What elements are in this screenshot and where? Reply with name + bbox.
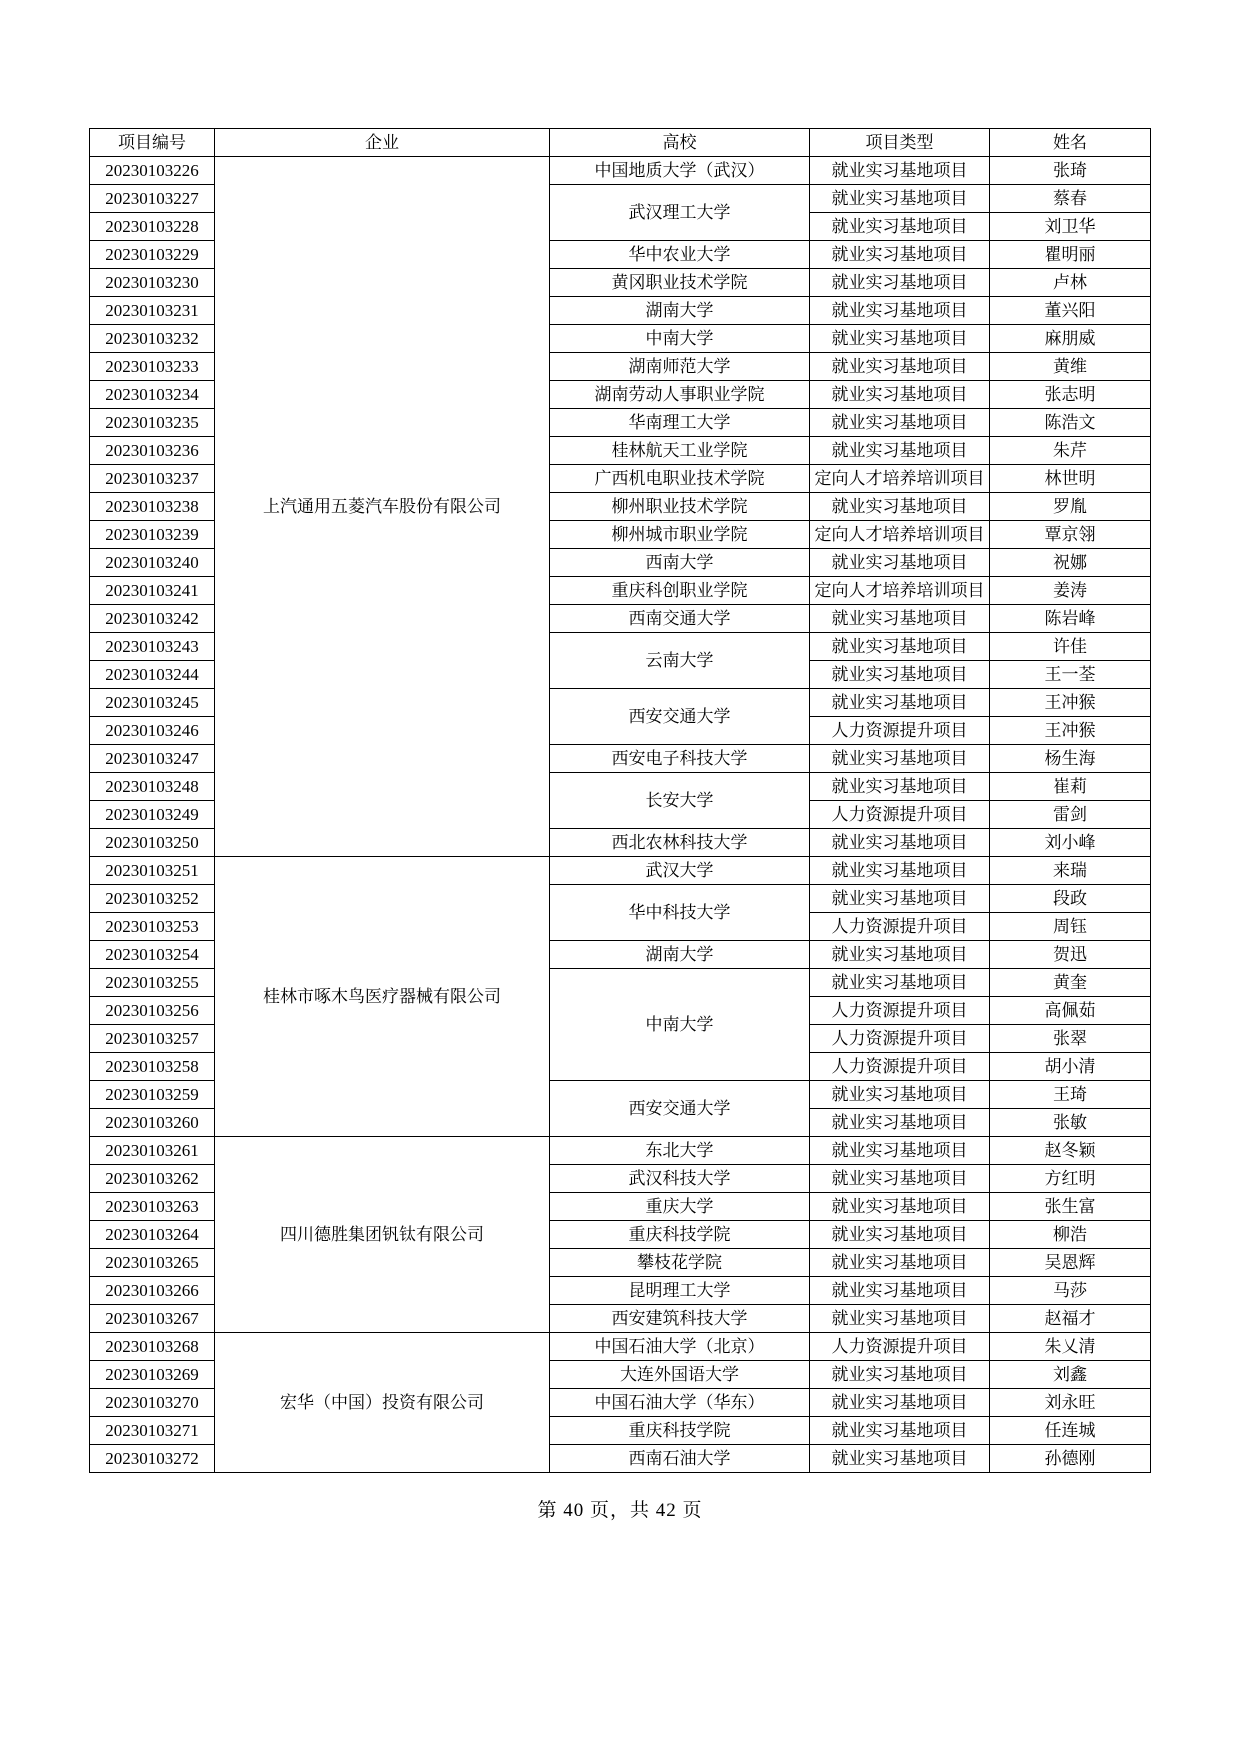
cell-university: 西安建筑科技大学	[550, 1305, 810, 1333]
cell-person-name: 王琦	[990, 1081, 1151, 1109]
cell-person-name: 董兴阳	[990, 297, 1151, 325]
cell-project-id: 20230103252	[90, 885, 215, 913]
cell-project-type: 就业实习基地项目	[810, 1389, 990, 1417]
cell-project-id: 20230103227	[90, 185, 215, 213]
cell-project-type: 就业实习基地项目	[810, 1165, 990, 1193]
cell-project-type: 就业实习基地项目	[810, 633, 990, 661]
cell-person-name: 柳浩	[990, 1221, 1151, 1249]
cell-university: 重庆科创职业学院	[550, 577, 810, 605]
cell-project-id: 20230103268	[90, 1333, 215, 1361]
cell-project-type: 就业实习基地项目	[810, 829, 990, 857]
column-header-enterprise: 企业	[215, 129, 550, 157]
cell-project-type: 定向人才培养培训项目	[810, 521, 990, 549]
cell-project-id: 20230103258	[90, 1053, 215, 1081]
cell-project-type: 就业实习基地项目	[810, 437, 990, 465]
cell-project-id: 20230103246	[90, 717, 215, 745]
cell-university: 华南理工大学	[550, 409, 810, 437]
cell-enterprise: 宏华（中国）投资有限公司	[215, 1333, 550, 1473]
cell-project-type: 就业实习基地项目	[810, 213, 990, 241]
cell-project-type: 就业实习基地项目	[810, 325, 990, 353]
cell-university: 广西机电职业技术学院	[550, 465, 810, 493]
cell-project-type: 就业实习基地项目	[810, 1221, 990, 1249]
table-header-row	[90, 129, 1151, 157]
cell-project-id: 20230103263	[90, 1193, 215, 1221]
cell-project-type: 人力资源提升项目	[810, 997, 990, 1025]
table-header	[90, 129, 1151, 157]
cell-university: 中国地质大学（武汉）	[550, 157, 810, 185]
cell-project-id: 20230103266	[90, 1277, 215, 1305]
cell-project-type: 定向人才培养培训项目	[810, 465, 990, 493]
cell-person-name: 杨生海	[990, 745, 1151, 773]
cell-project-type: 人力资源提升项目	[810, 1333, 990, 1361]
cell-person-name: 赵冬颖	[990, 1137, 1151, 1165]
cell-university: 西安电子科技大学	[550, 745, 810, 773]
cell-person-name: 陈浩文	[990, 409, 1151, 437]
cell-project-type: 就业实习基地项目	[810, 885, 990, 913]
cell-project-type: 就业实习基地项目	[810, 353, 990, 381]
cell-university: 武汉理工大学	[550, 185, 810, 241]
cell-project-type: 就业实习基地项目	[810, 1249, 990, 1277]
cell-person-name: 周钰	[990, 913, 1151, 941]
cell-person-name: 贺迅	[990, 941, 1151, 969]
cell-university: 攀枝花学院	[550, 1249, 810, 1277]
cell-university: 大连外国语大学	[550, 1361, 810, 1389]
cell-enterprise: 桂林市啄木鸟医疗器械有限公司	[215, 857, 550, 1137]
cell-project-id: 20230103240	[90, 549, 215, 577]
cell-project-type: 就业实习基地项目	[810, 185, 990, 213]
cell-person-name: 段政	[990, 885, 1151, 913]
cell-project-id: 20230103226	[90, 157, 215, 185]
cell-project-type: 就业实习基地项目	[810, 941, 990, 969]
cell-person-name: 张翠	[990, 1025, 1151, 1053]
cell-university: 中国石油大学（华东）	[550, 1389, 810, 1417]
cell-project-id: 20230103255	[90, 969, 215, 997]
table-row	[90, 1333, 1151, 1361]
cell-project-id: 20230103253	[90, 913, 215, 941]
cell-person-name: 王冲猴	[990, 689, 1151, 717]
cell-project-type: 就业实习基地项目	[810, 157, 990, 185]
cell-person-name: 朱芹	[990, 437, 1151, 465]
cell-project-id: 20230103261	[90, 1137, 215, 1165]
cell-project-type: 就业实习基地项目	[810, 409, 990, 437]
cell-university: 西北农林科技大学	[550, 829, 810, 857]
cell-project-type: 就业实习基地项目	[810, 1137, 990, 1165]
cell-person-name: 方红明	[990, 1165, 1151, 1193]
cell-person-name: 黄奎	[990, 969, 1151, 997]
cell-project-type: 人力资源提升项目	[810, 801, 990, 829]
cell-university: 云南大学	[550, 633, 810, 689]
cell-university: 湖南大学	[550, 941, 810, 969]
cell-project-id: 20230103269	[90, 1361, 215, 1389]
cell-person-name: 崔莉	[990, 773, 1151, 801]
project-table	[89, 128, 1151, 1473]
cell-project-type: 人力资源提升项目	[810, 1025, 990, 1053]
cell-project-type: 就业实习基地项目	[810, 241, 990, 269]
cell-person-name: 来瑞	[990, 857, 1151, 885]
cell-project-id: 20230103248	[90, 773, 215, 801]
cell-project-id: 20230103237	[90, 465, 215, 493]
cell-project-id: 20230103242	[90, 605, 215, 633]
cell-person-name: 孙德刚	[990, 1445, 1151, 1473]
column-header-project-type: 项目类型	[810, 129, 990, 157]
cell-person-name: 吴恩辉	[990, 1249, 1151, 1277]
cell-university: 武汉大学	[550, 857, 810, 885]
cell-person-name: 林世明	[990, 465, 1151, 493]
cell-project-id: 20230103249	[90, 801, 215, 829]
table-row	[90, 857, 1151, 885]
cell-university: 华中科技大学	[550, 885, 810, 941]
cell-person-name: 蔡春	[990, 185, 1151, 213]
table-row	[90, 157, 1151, 185]
cell-university: 柳州城市职业学院	[550, 521, 810, 549]
cell-university: 东北大学	[550, 1137, 810, 1165]
cell-project-type: 就业实习基地项目	[810, 1277, 990, 1305]
cell-project-type: 人力资源提升项目	[810, 1053, 990, 1081]
cell-university: 长安大学	[550, 773, 810, 829]
cell-person-name: 任连城	[990, 1417, 1151, 1445]
cell-university: 湖南大学	[550, 297, 810, 325]
cell-person-name: 瞿明丽	[990, 241, 1151, 269]
cell-person-name: 王一荃	[990, 661, 1151, 689]
cell-person-name: 王冲猴	[990, 717, 1151, 745]
cell-university: 西安交通大学	[550, 689, 810, 745]
cell-project-type: 就业实习基地项目	[810, 1361, 990, 1389]
cell-person-name: 卢林	[990, 269, 1151, 297]
cell-project-id: 20230103228	[90, 213, 215, 241]
cell-project-type: 人力资源提升项目	[810, 717, 990, 745]
cell-person-name: 罗胤	[990, 493, 1151, 521]
cell-project-type: 就业实习基地项目	[810, 493, 990, 521]
cell-university: 湖南劳动人事职业学院	[550, 381, 810, 409]
cell-project-type: 就业实习基地项目	[810, 381, 990, 409]
cell-university: 重庆科技学院	[550, 1221, 810, 1249]
cell-project-id: 20230103260	[90, 1109, 215, 1137]
cell-university: 昆明理工大学	[550, 1277, 810, 1305]
cell-project-id: 20230103271	[90, 1417, 215, 1445]
cell-project-type: 就业实习基地项目	[810, 605, 990, 633]
cell-project-id: 20230103270	[90, 1389, 215, 1417]
cell-enterprise: 四川德胜集团钒钛有限公司	[215, 1137, 550, 1333]
column-header-project-id: 项目编号	[90, 129, 215, 157]
cell-person-name: 张琦	[990, 157, 1151, 185]
table-row	[90, 1137, 1151, 1165]
cell-project-id: 20230103272	[90, 1445, 215, 1473]
cell-project-id: 20230103234	[90, 381, 215, 409]
cell-project-type: 就业实习基地项目	[810, 1193, 990, 1221]
cell-project-id: 20230103233	[90, 353, 215, 381]
cell-project-type: 就业实习基地项目	[810, 1417, 990, 1445]
cell-university: 西南石油大学	[550, 1445, 810, 1473]
cell-project-type: 就业实习基地项目	[810, 857, 990, 885]
cell-project-type: 就业实习基地项目	[810, 1109, 990, 1137]
cell-project-id: 20230103247	[90, 745, 215, 773]
cell-university: 华中农业大学	[550, 241, 810, 269]
cell-project-id: 20230103256	[90, 997, 215, 1025]
cell-university: 中南大学	[550, 325, 810, 353]
cell-person-name: 麻朋威	[990, 325, 1151, 353]
cell-project-id: 20230103230	[90, 269, 215, 297]
cell-project-type: 就业实习基地项目	[810, 1445, 990, 1473]
cell-project-id: 20230103232	[90, 325, 215, 353]
cell-project-id: 20230103251	[90, 857, 215, 885]
table-body	[90, 157, 1151, 1473]
column-header-person-name: 姓名	[990, 129, 1151, 157]
cell-project-id: 20230103243	[90, 633, 215, 661]
cell-university: 黄冈职业技术学院	[550, 269, 810, 297]
cell-person-name: 陈岩峰	[990, 605, 1151, 633]
cell-university: 中国石油大学（北京）	[550, 1333, 810, 1361]
cell-project-id: 20230103250	[90, 829, 215, 857]
cell-person-name: 祝娜	[990, 549, 1151, 577]
cell-person-name: 黄维	[990, 353, 1151, 381]
cell-project-id: 20230103239	[90, 521, 215, 549]
cell-project-type: 就业实习基地项目	[810, 745, 990, 773]
cell-university: 柳州职业技术学院	[550, 493, 810, 521]
cell-enterprise: 上汽通用五菱汽车股份有限公司	[215, 157, 550, 857]
cell-person-name: 朱乂清	[990, 1333, 1151, 1361]
cell-project-id: 20230103264	[90, 1221, 215, 1249]
cell-project-id: 20230103262	[90, 1165, 215, 1193]
cell-person-name: 刘永旺	[990, 1389, 1151, 1417]
column-header-university: 高校	[550, 129, 810, 157]
cell-university: 湖南师范大学	[550, 353, 810, 381]
cell-project-type: 人力资源提升项目	[810, 913, 990, 941]
cell-project-id: 20230103229	[90, 241, 215, 269]
cell-project-type: 就业实习基地项目	[810, 773, 990, 801]
cell-person-name: 姜涛	[990, 577, 1151, 605]
cell-person-name: 高佩茹	[990, 997, 1151, 1025]
cell-project-id: 20230103267	[90, 1305, 215, 1333]
cell-project-id: 20230103241	[90, 577, 215, 605]
cell-project-type: 就业实习基地项目	[810, 1305, 990, 1333]
cell-university: 重庆科技学院	[550, 1417, 810, 1445]
cell-person-name: 许佳	[990, 633, 1151, 661]
cell-project-id: 20230103231	[90, 297, 215, 325]
cell-person-name: 刘鑫	[990, 1361, 1151, 1389]
cell-person-name: 张志明	[990, 381, 1151, 409]
cell-person-name: 胡小清	[990, 1053, 1151, 1081]
cell-person-name: 张敏	[990, 1109, 1151, 1137]
cell-person-name: 刘小峰	[990, 829, 1151, 857]
cell-project-type: 就业实习基地项目	[810, 269, 990, 297]
cell-project-type: 就业实习基地项目	[810, 297, 990, 325]
page-footer: 第 40 页，共 42 页	[537, 1500, 703, 1521]
cell-university: 中南大学	[550, 969, 810, 1081]
cell-university: 西南大学	[550, 549, 810, 577]
cell-project-type: 定向人才培养培训项目	[810, 577, 990, 605]
cell-project-type: 就业实习基地项目	[810, 1081, 990, 1109]
cell-project-id: 20230103235	[90, 409, 215, 437]
cell-project-id: 20230103254	[90, 941, 215, 969]
cell-project-type: 就业实习基地项目	[810, 661, 990, 689]
cell-project-id: 20230103259	[90, 1081, 215, 1109]
cell-university: 桂林航天工业学院	[550, 437, 810, 465]
cell-university: 西安交通大学	[550, 1081, 810, 1137]
cell-project-id: 20230103245	[90, 689, 215, 717]
cell-project-id: 20230103257	[90, 1025, 215, 1053]
cell-university: 重庆大学	[550, 1193, 810, 1221]
cell-person-name: 刘卫华	[990, 213, 1151, 241]
cell-project-id: 20230103236	[90, 437, 215, 465]
cell-project-id: 20230103244	[90, 661, 215, 689]
cell-project-id: 20230103238	[90, 493, 215, 521]
cell-person-name: 雷剑	[990, 801, 1151, 829]
cell-person-name: 覃京翎	[990, 521, 1151, 549]
cell-project-type: 就业实习基地项目	[810, 969, 990, 997]
cell-university: 西南交通大学	[550, 605, 810, 633]
cell-project-type: 就业实习基地项目	[810, 689, 990, 717]
cell-university: 武汉科技大学	[550, 1165, 810, 1193]
cell-project-id: 20230103265	[90, 1249, 215, 1277]
cell-project-type: 就业实习基地项目	[810, 549, 990, 577]
cell-person-name: 马莎	[990, 1277, 1151, 1305]
cell-person-name: 赵福才	[990, 1305, 1151, 1333]
cell-person-name: 张生富	[990, 1193, 1151, 1221]
